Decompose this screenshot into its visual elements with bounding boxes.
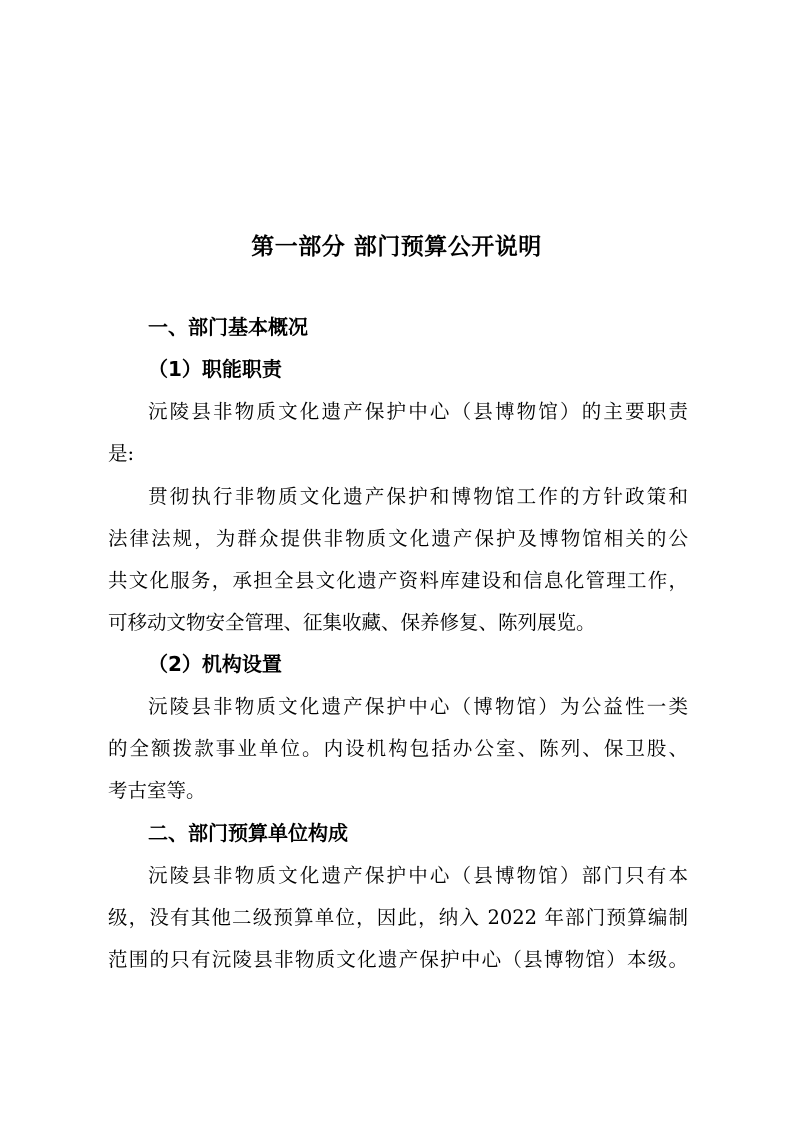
paragraph-line: 范围的只有沅陵县非物质文化遗产保护中心（县博物馆）本级。 xyxy=(108,948,688,971)
section-heading-budget-units: 二、部门预算单位构成 xyxy=(148,821,348,845)
paragraph-line: 可移动文物安全管理、征集收藏、保养修复、陈列展览。 xyxy=(108,611,596,634)
subsection-heading-organization: （2）机构设置 xyxy=(148,652,282,676)
paragraph-line: 的全额拨款事业单位。内设机构包括办公室、陈列、保卫股、 xyxy=(108,737,688,760)
paragraph-line: 沅陵县非物质文化遗产保护中心（县博物馆）的主要职责 xyxy=(148,400,688,423)
paragraph-line: 贯彻执行非物质文化遗产保护和博物馆工作的方针政策和 xyxy=(148,485,688,508)
paragraph-line: 沅陵县非物质文化遗产保护中心（县博物馆）部门只有本 xyxy=(148,864,688,887)
paragraph-line: 考古室等。 xyxy=(108,779,206,802)
paragraph-line: 法律法规，为群众提供非物质文化遗产保护及博物馆相关的公 xyxy=(108,527,688,550)
page-title: 第一部分 部门预算公开说明 xyxy=(251,234,542,260)
section-heading-basic-overview: 一、部门基本概况 xyxy=(148,315,308,339)
paragraph-line: 是: xyxy=(108,442,135,465)
paragraph-line: 沅陵县非物质文化遗产保护中心（博物馆）为公益性一类 xyxy=(148,695,688,718)
subsection-heading-functions: （1）职能职责 xyxy=(148,357,282,381)
paragraph-line: 级，没有其他二级预算单位，因此，纳入 2022 年部门预算编制 xyxy=(108,906,688,929)
paragraph-line: 共文化服务，承担全县文化遗产资料库建设和信息化管理工作， xyxy=(108,569,688,592)
